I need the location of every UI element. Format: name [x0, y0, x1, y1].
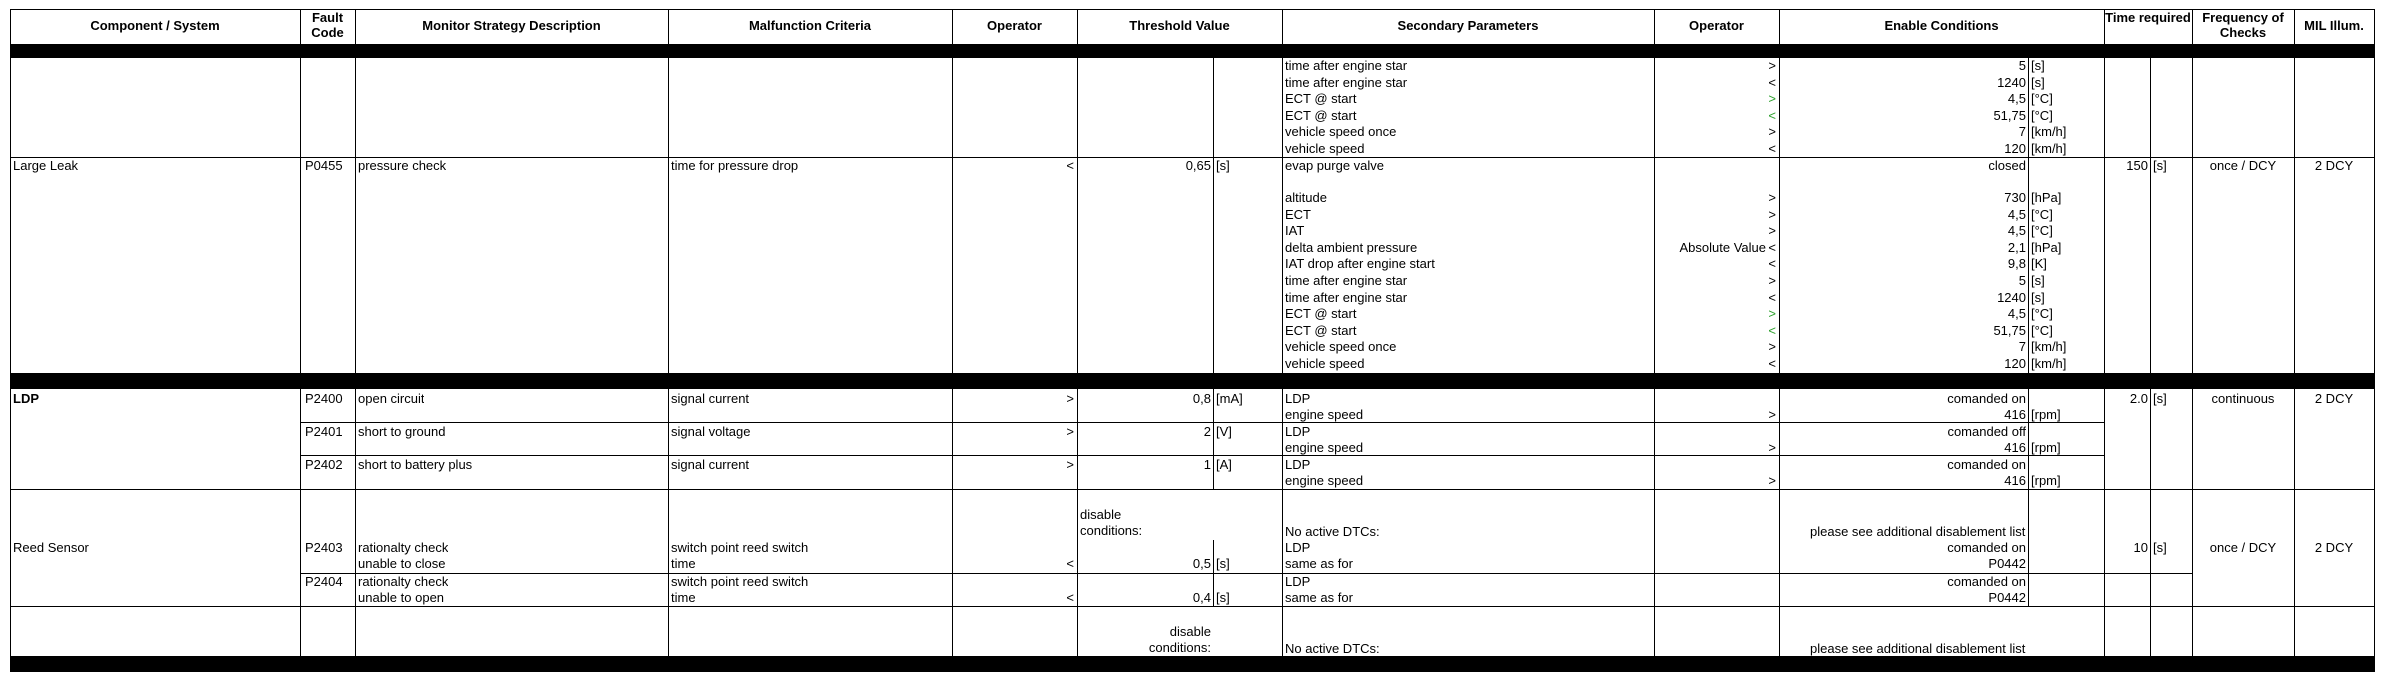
operator: <: [1768, 256, 1776, 271]
fault-code: P2404: [305, 574, 343, 589]
mil-illumination: 2 DCY: [2314, 540, 2354, 555]
malfunction-criteria: time: [671, 590, 696, 605]
enable-unit: [s]: [2031, 273, 2045, 288]
grid-line: [2192, 9, 2193, 672]
time-required: 2.0: [2129, 391, 2148, 406]
enable-value: comanded on: [1947, 574, 2026, 589]
grid-line: [2028, 389, 2029, 489]
secondary-param: same as for: [1285, 556, 1353, 571]
disable-label: conditions:: [1080, 523, 1143, 538]
header-enable: Enable Conditions: [1884, 18, 1999, 33]
secondary-param: ECT @ start: [1285, 306, 1357, 321]
enable-value: 2,1: [2007, 240, 2026, 255]
grid-line: [2374, 9, 2375, 672]
secondary-param: IAT: [1285, 223, 1305, 238]
header-time: Time required: [2105, 10, 2191, 25]
enable-value: please see additional disablement list: [1810, 524, 2026, 539]
check-frequency: once / DCY: [2209, 540, 2277, 555]
enable-value: comanded on: [1947, 457, 2026, 472]
enable-value: 120: [2004, 141, 2026, 156]
grid-line: [952, 9, 953, 672]
threshold-value: 2: [1203, 424, 1211, 439]
operator: >: [1768, 306, 1776, 321]
component-name: LDP: [13, 391, 39, 406]
header-component: Component / System: [90, 18, 220, 33]
operator: >: [1066, 424, 1074, 439]
malfunction-criteria: switch point reed switch: [671, 540, 809, 555]
monitor-description: short to ground: [358, 424, 446, 439]
fault-code: P2401: [305, 424, 343, 439]
enable-value: P0442: [1988, 556, 2026, 571]
grid-line: [2150, 58, 2151, 373]
separator-band: [10, 656, 2374, 672]
operator: >: [1768, 473, 1776, 488]
grid-line: [300, 422, 2104, 423]
header-fault-code: Fault Code: [311, 10, 344, 40]
enable-unit: [rpm]: [2031, 440, 2061, 455]
component-name: Reed Sensor: [13, 540, 89, 555]
component-name: Large Leak: [13, 158, 79, 173]
disable-label: disable: [1169, 624, 1211, 639]
enable-unit: [hPa]: [2031, 240, 2062, 255]
malfunction-criteria: switch point reed switch: [671, 574, 809, 589]
enable-unit: [km/h]: [2031, 124, 2067, 139]
enable-value: 7: [2018, 339, 2026, 354]
enable-unit: [km/h]: [2031, 141, 2067, 156]
operator: <: [1768, 290, 1776, 305]
header-frequency: Frequency of Checks: [2202, 10, 2284, 40]
secondary-param: engine speed: [1285, 440, 1364, 455]
mil-illumination: 2 DCY: [2314, 158, 2354, 173]
operator: >: [1768, 223, 1776, 238]
fault-code: P2403: [305, 540, 343, 555]
malfunction-criteria: signal voltage: [671, 424, 751, 439]
grid-line: [300, 9, 301, 672]
enable-value: 7: [2018, 124, 2026, 139]
enable-unit: [°C]: [2031, 207, 2053, 222]
monitor-description: open circuit: [358, 391, 425, 406]
header-malfunction: Malfunction Criteria: [748, 18, 872, 33]
enable-unit: [K]: [2031, 256, 2047, 271]
grid-line: [10, 9, 11, 672]
secondary-param: ECT @ start: [1285, 323, 1357, 338]
secondary-param: time after engine star: [1285, 290, 1408, 305]
enable-value: please see additional disablement list: [1810, 641, 2026, 656]
enable-unit: [s]: [2031, 58, 2045, 73]
operator: >: [1768, 440, 1776, 455]
header-operator: Operator: [987, 18, 1042, 33]
fault-code: P2400: [305, 391, 343, 406]
grid-line: [2028, 489, 2029, 606]
enable-value: 9,8: [2007, 256, 2026, 271]
threshold-value: 1: [1203, 457, 1211, 472]
enable-unit: [hPa]: [2031, 190, 2062, 205]
secondary-param: vehicle speed: [1285, 141, 1365, 156]
monitor-description: pressure check: [358, 158, 447, 173]
operator: >: [1768, 273, 1776, 288]
secondary-param: engine speed: [1285, 473, 1364, 488]
secondary-param: evap purge valve: [1285, 158, 1385, 173]
secondary-param: LDP: [1285, 540, 1311, 555]
operator: <: [1066, 158, 1074, 173]
grid-line: [355, 9, 356, 672]
operator: >: [1066, 391, 1074, 406]
operator: >: [1768, 339, 1776, 354]
enable-unit: [s]: [2031, 290, 2045, 305]
operator: <: [1768, 141, 1776, 156]
enable-unit: [°C]: [2031, 91, 2053, 106]
monitor-description: unable to open: [358, 590, 445, 605]
secondary-param: vehicle speed once: [1285, 339, 1397, 354]
enable-value: comanded on: [1947, 540, 2026, 555]
header-mil: MIL Illum.: [2304, 18, 2364, 33]
secondary-param: ECT: [1285, 207, 1311, 222]
enable-value: 416: [2004, 473, 2026, 488]
header-secondary: Secondary Parameters: [1397, 18, 1539, 33]
operator: >: [1768, 190, 1776, 205]
enable-value: 730: [2004, 190, 2026, 205]
enable-value: comanded off: [1947, 424, 2026, 439]
secondary-param: time after engine star: [1285, 58, 1408, 73]
secondary-param: altitude: [1285, 190, 1327, 205]
secondary-param: delta ambient pressure: [1285, 240, 1418, 255]
operator: <: [1768, 75, 1776, 90]
fault-code: P2402: [305, 457, 343, 472]
enable-unit: [°C]: [2031, 108, 2053, 123]
threshold-value: 0,65: [1185, 158, 1211, 173]
enable-value: 4,5: [2007, 91, 2026, 106]
threshold-value: 0,8: [1192, 391, 1211, 406]
check-frequency: once / DCY: [2209, 158, 2277, 173]
operator: <: [1768, 240, 1776, 255]
operator: >: [1768, 91, 1776, 106]
enable-value: 1240: [1997, 290, 2026, 305]
enable-value: closed: [1988, 158, 2026, 173]
threshold-value: 0,5: [1192, 556, 1211, 571]
grid-line: [1213, 540, 1214, 606]
separator-band: [10, 44, 2374, 58]
secondary-param: vehicle speed once: [1285, 124, 1397, 139]
operator: >: [1768, 124, 1776, 139]
time-unit: [s]: [2153, 158, 2167, 173]
operator: >: [1066, 457, 1074, 472]
malfunction-criteria: signal current: [671, 457, 750, 472]
operator: >: [1768, 207, 1776, 222]
secondary-param: time after engine star: [1285, 75, 1408, 90]
grid-line: [2104, 9, 2105, 672]
enable-value: P0442: [1988, 590, 2026, 605]
secondary-param: LDP: [1285, 574, 1311, 589]
fault-code: P0455: [305, 158, 343, 173]
secondary-param: LDP: [1285, 457, 1311, 472]
time-unit: [s]: [2153, 391, 2167, 406]
malfunction-criteria: time for pressure drop: [671, 158, 799, 173]
threshold-unit: [A]: [1216, 457, 1232, 472]
enable-unit: [km/h]: [2031, 356, 2067, 371]
secondary-param: vehicle speed: [1285, 356, 1365, 371]
mil-illumination: 2 DCY: [2314, 391, 2354, 406]
threshold-unit: [V]: [1216, 424, 1232, 439]
threshold-unit: [s]: [1216, 158, 1230, 173]
enable-value: 5: [2018, 58, 2026, 73]
operator: <: [1768, 108, 1776, 123]
threshold-unit: [mA]: [1216, 391, 1243, 406]
malfunction-criteria: signal current: [671, 391, 750, 406]
enable-unit: [rpm]: [2031, 407, 2061, 422]
secondary-param: LDP: [1285, 424, 1311, 439]
enable-value: 416: [2004, 407, 2026, 422]
operator: <: [1066, 590, 1074, 605]
disable-label: conditions:: [1148, 640, 1211, 655]
secondary-param: time after engine star: [1285, 273, 1408, 288]
monitor-description: rationalty check: [358, 540, 449, 555]
enable-unit: [°C]: [2031, 323, 2053, 338]
threshold-unit: [s]: [1216, 556, 1230, 571]
secondary-param: ECT @ start: [1285, 91, 1357, 106]
secondary-param: IAT drop after engine start: [1285, 256, 1435, 271]
enable-value: 5: [2018, 273, 2026, 288]
monitor-description: rationalty check: [358, 574, 449, 589]
operator: >: [1768, 58, 1776, 73]
grid-line: [300, 455, 2104, 456]
grid-line: [10, 489, 2375, 490]
enable-unit: [°C]: [2031, 223, 2053, 238]
enable-value: 120: [2004, 356, 2026, 371]
enable-value: 51,75: [1993, 323, 2026, 338]
enable-value: 4,5: [2007, 306, 2026, 321]
grid-line: [1077, 9, 1078, 672]
grid-line: [10, 9, 2375, 10]
header-operator-2: Operator: [1689, 18, 1744, 33]
enable-value: 416: [2004, 440, 2026, 455]
time-required: 150: [2126, 158, 2148, 173]
check-frequency: continuous: [2211, 391, 2275, 406]
disable-label: disable: [1080, 507, 1122, 522]
threshold-unit: [s]: [1216, 590, 1230, 605]
time-required: 10: [2133, 540, 2148, 555]
enable-value: comanded on: [1947, 391, 2026, 406]
secondary-param: No active DTCs:: [1285, 641, 1380, 656]
grid-line: [2150, 389, 2151, 672]
monitor-description: short to battery plus: [358, 457, 473, 472]
grid-line: [1282, 9, 1283, 672]
enable-unit: [°C]: [2031, 306, 2053, 321]
secondary-param: LDP: [1285, 391, 1311, 406]
header-threshold: Threshold Value: [1129, 18, 1230, 33]
secondary-param: ECT @ start: [1285, 108, 1357, 123]
secondary-param: same as for: [1285, 590, 1353, 605]
enable-value: 4,5: [2007, 223, 2026, 238]
operator: <: [1066, 556, 1074, 571]
enable-unit: [rpm]: [2031, 473, 2061, 488]
enable-value: 51,75: [1993, 108, 2026, 123]
operator: >: [1768, 407, 1776, 422]
grid-line: [668, 9, 669, 672]
grid-line: [1213, 58, 1214, 373]
grid-line: [2294, 9, 2295, 672]
operator-qualifier: Absolute Value: [1679, 240, 1766, 255]
malfunction-criteria: time: [671, 556, 696, 571]
monitor-description: unable to close: [358, 556, 446, 571]
time-unit: [s]: [2153, 540, 2167, 555]
grid-line: [10, 606, 2375, 607]
enable-unit: [s]: [2031, 75, 2045, 90]
grid-line: [2028, 58, 2029, 373]
secondary-param: engine speed: [1285, 407, 1364, 422]
enable-value: 1240: [1997, 75, 2026, 90]
secondary-param: No active DTCs:: [1285, 524, 1380, 539]
header-monitor: Monitor Strategy Description: [422, 18, 601, 33]
enable-unit: [km/h]: [2031, 339, 2067, 354]
threshold-value: 0,4: [1192, 590, 1211, 605]
operator: <: [1768, 323, 1776, 338]
separator-band: [10, 373, 2374, 389]
grid-line: [2104, 573, 2192, 574]
operator: <: [1768, 356, 1776, 371]
enable-value: 4,5: [2007, 207, 2026, 222]
grid-line: [1213, 389, 1214, 489]
